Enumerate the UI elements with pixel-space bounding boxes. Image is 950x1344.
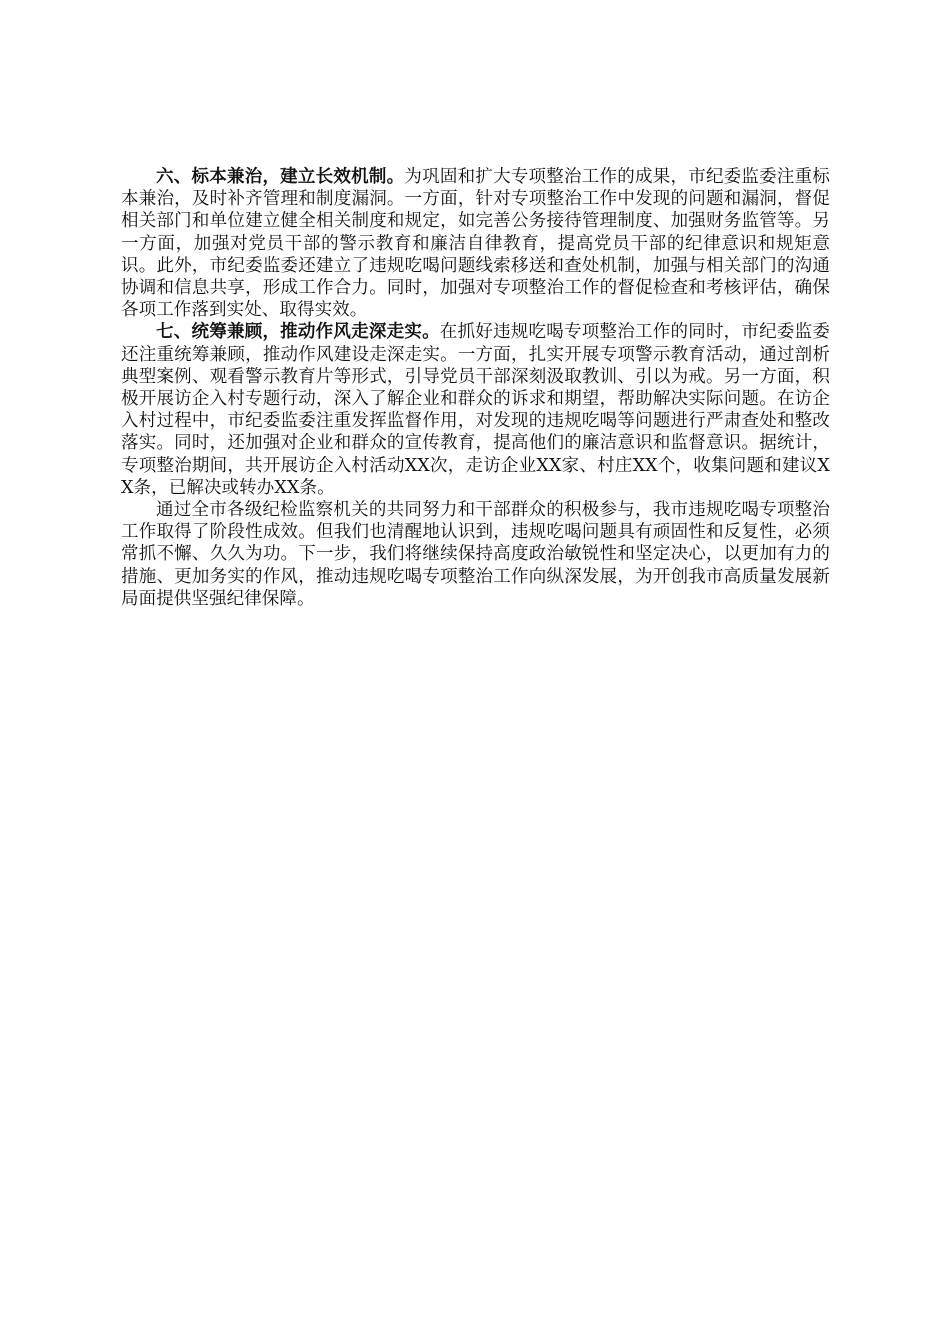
paragraph-6-heading: 六、标本兼治，建立长效机制。	[156, 167, 405, 187]
paragraph-6	[121, 166, 830, 321]
paragraph-7	[121, 321, 830, 499]
paragraph-conclusion-text: 通过全市各级纪检监察机关的共同努力和干部群众的积极参与，我市违规吃喝专项整治工作取得了阶段性成效。但我们也清醒地认识到，违规吃喝问题具有顽固性和反复性，必须常抓不懈、久久为功。下一步，我们将继续保持高度政治敏锐性和坚定决心，以更加有力的措施、更加务实的作风，推动违规吃喝专项整治工作向纵深发展，为开创我市高质量发展新局面提供坚强纪律保障。	[121, 500, 830, 609]
paragraph-7-text: 在抓好违规吃喝专项整治工作的同时，市纪委监委还注重统筹兼顾，推动作风建设走深走实。一方面，扎实开展专项警示教育活动，通过剖析典型案例、观看警示教育片等形式，引导党员干部深刻汲取教训、引以为戒。另一方面，积极开展访企入村专题行动，深入了解企业和群众的诉求和期望，帮助解决实际问题。在访企入村过程中，市纪委监委注重发挥监督作用，对发现的违规吃喝等问题进行严肃查处和整改落实。同时，还加强对企业和群众的宣传教育，提高他们的廉洁意识和监督意识。据统计，专项整治期间，共开展访企入村活动XX次，走访企业XX家、村庄XX个，收集问题和建议XX条，已解决或转办XX条。	[121, 322, 830, 498]
document-body	[121, 166, 830, 610]
paragraph-6-text: 为巩固和扩大专项整治工作的成果，市纪委监委注重标本兼治，及时补齐管理和制度漏洞。一方面，针对专项整治工作中发现的问题和漏洞，督促相关部门和单位建立健全相关制度和规定，如完善公务接待管理制度、加强财务监管等。另一方面，加强对党员干部的警示教育和廉洁自律教育，提高党员干部的纪律意识和规矩意识。此外，市纪委监委还建立了违规吃喝问题线索移送和查处机制，加强与相关部门的沟通协调和信息共享，形成工作合力。同时，加强对专项整治工作的督促检查和考核评估，确保各项工作落到实处、取得实效。	[121, 167, 830, 321]
paragraph-7-heading: 七、统筹兼顾，推动作风走深走实。	[156, 322, 440, 343]
paragraph-conclusion	[121, 499, 830, 610]
